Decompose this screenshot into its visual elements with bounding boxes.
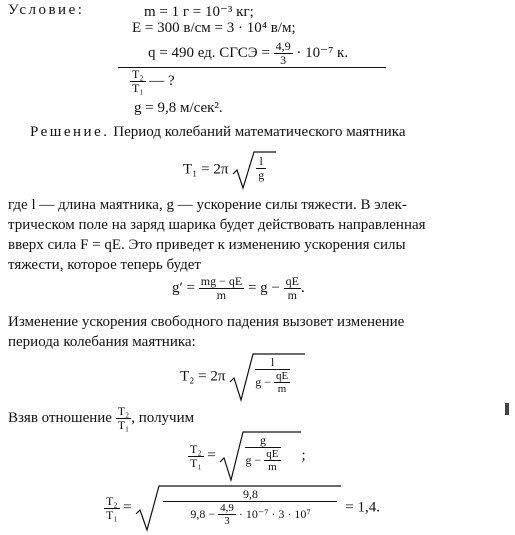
charge-frac-num: 4,9 bbox=[275, 39, 291, 53]
sqrt-ratio1 bbox=[219, 430, 301, 482]
para3 bbox=[8, 405, 194, 432]
ratio1-end: ; bbox=[301, 447, 306, 464]
mass-line: m = 1 г = 10⁻³ кг; bbox=[144, 4, 254, 20]
para3-text: Взяв отношение bbox=[8, 409, 112, 426]
para2-line2: периода колебания маятника: bbox=[8, 334, 196, 350]
para1-line4: тяжести, которое теперь будет bbox=[8, 257, 201, 273]
ratio2-result: = 1,4. bbox=[345, 499, 380, 516]
ratio2-inner-den-fnum: 4,9 bbox=[220, 502, 234, 514]
para3-end: , получим bbox=[131, 409, 195, 426]
charge-suffix: · 10⁻⁷ к. bbox=[296, 44, 349, 61]
gprime-lhs: g′ = bbox=[172, 279, 195, 296]
para1-line2: трическом поле на заряд шарика будет действовать направленная bbox=[8, 217, 426, 233]
radical-icon bbox=[232, 150, 276, 190]
T1-lhs: T₁ = 2π bbox=[183, 161, 229, 178]
ratio1-num: T₂ bbox=[190, 441, 202, 456]
find-num: T₂ bbox=[132, 67, 144, 81]
para1-line3: вверх сила F = qE. Это приведет к изменению ускорения силы bbox=[8, 237, 406, 253]
ratio2-den: T₁ bbox=[106, 507, 118, 522]
para1-line1: где l — длина маятника, g — ускорение силы тяжести. В элек- bbox=[8, 197, 407, 213]
T2-den-den: m bbox=[277, 383, 287, 395]
charge-line bbox=[148, 40, 348, 67]
ratio2-inner-den-a: 9,8 − bbox=[190, 507, 216, 521]
margin-mark bbox=[505, 403, 509, 415]
formula-ratio bbox=[188, 430, 306, 482]
ratio2-inner-den-fden: 3 bbox=[224, 515, 230, 527]
field-line: E = 300 в/см = 3 · 10⁴ в/м; bbox=[132, 20, 296, 36]
ratio2-inner-den-b: · 10⁻⁷ · 3 · 10⁷ bbox=[238, 507, 311, 521]
T2-num: l bbox=[255, 356, 290, 370]
sqrt-T2 bbox=[229, 352, 305, 402]
ratio1-inner-den-a: g − bbox=[245, 453, 262, 467]
ratio1-inner-den-num: qE bbox=[266, 448, 279, 460]
find-den: T₁ bbox=[132, 81, 144, 95]
condition-label: Условие: bbox=[8, 2, 85, 18]
sqrt-T1 bbox=[232, 150, 276, 190]
gprime-den: m bbox=[216, 288, 227, 302]
ratio2-eq: = bbox=[123, 499, 132, 516]
para2-line1: Изменение ускорения свободного падения вызовет изменение bbox=[8, 314, 405, 330]
ratio1-den: T₁ bbox=[190, 455, 202, 470]
gprime-num2: qE bbox=[285, 274, 299, 288]
ratio1-inner-num: g bbox=[245, 434, 280, 448]
ratio1-inner-den-den: m bbox=[268, 461, 277, 473]
ratio1-eq: = bbox=[207, 447, 216, 464]
T2-den-num: qE bbox=[275, 370, 289, 382]
gprime-mid: = g − bbox=[247, 279, 280, 296]
T1-den: g bbox=[258, 168, 265, 182]
solution-label: Решение. bbox=[30, 124, 110, 140]
gprime-num: mg − qE bbox=[200, 274, 243, 288]
T1-num: l bbox=[256, 155, 266, 169]
para3-den: T₁ bbox=[117, 418, 130, 432]
solution-intro-text: Период колебаний математического маятника bbox=[113, 124, 406, 140]
charge-frac-den: 3 bbox=[280, 53, 287, 67]
find-suffix: — ? bbox=[149, 72, 175, 89]
formula-T2 bbox=[180, 352, 305, 402]
charge-prefix: q = 490 ед. СГСЭ = bbox=[148, 44, 270, 61]
sqrt-ratio2 bbox=[135, 484, 341, 532]
para3-num: T₂ bbox=[117, 404, 130, 418]
formula-ratio-numeric bbox=[104, 484, 380, 532]
formula-gprime: g′ = $\frac{mg - qE}{m}$ = g − $\frac{qE}{m}$ . bbox=[172, 274, 305, 302]
T2-lhs: T₂ = 2π bbox=[180, 368, 226, 385]
formula-T1 bbox=[183, 150, 276, 190]
solution-intro bbox=[30, 124, 405, 141]
gprime-den2: m bbox=[287, 288, 297, 302]
ratio2-num: T₂ bbox=[106, 493, 118, 508]
ratio2-inner-num: 9,8 bbox=[163, 488, 337, 502]
find-line bbox=[130, 68, 175, 95]
gravity-line: g = 9,8 м/сек². bbox=[134, 100, 223, 116]
T2-den-a: g − bbox=[255, 375, 271, 389]
